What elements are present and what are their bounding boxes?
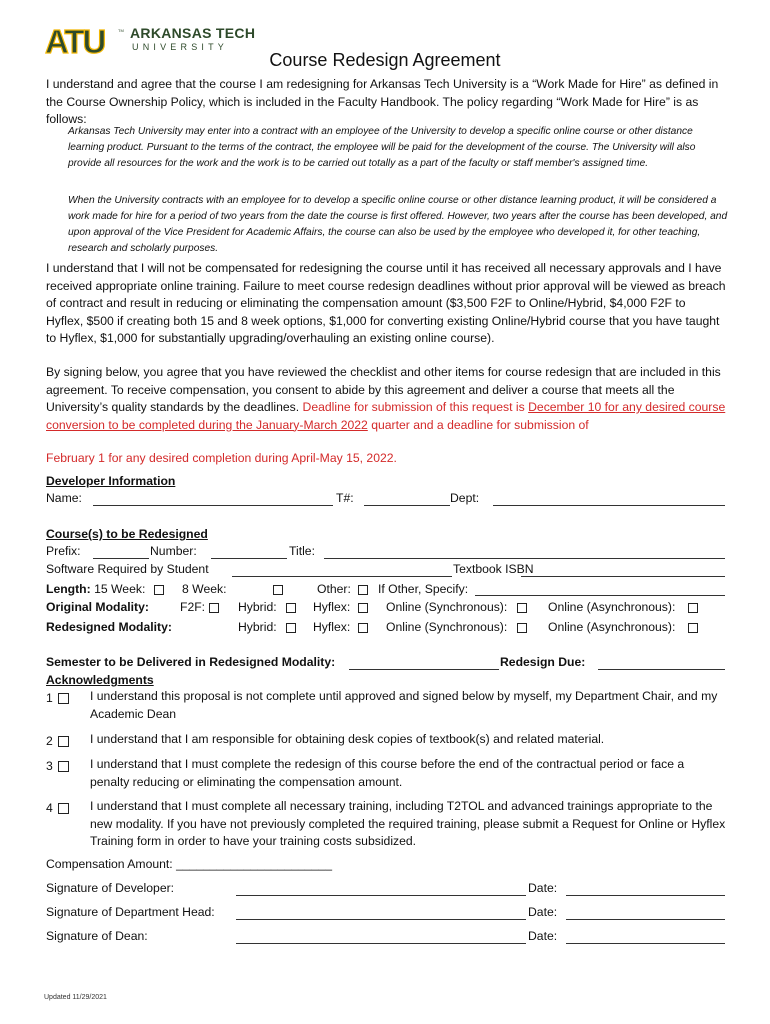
dept-field[interactable] (493, 505, 725, 506)
orig-sync-checkbox[interactable] (517, 603, 527, 613)
other-label: Other: (317, 582, 351, 596)
week15-checkbox[interactable] (154, 585, 164, 595)
length-label: Length: (46, 582, 91, 596)
tnum-label: T#: (336, 491, 354, 505)
orig-f2f-checkbox[interactable] (209, 603, 219, 613)
sig-dept-head-date-field[interactable] (566, 919, 725, 920)
redesign-due-field[interactable] (598, 669, 725, 670)
semester-label: Semester to be Delivered in Redesigned Modality: (46, 655, 336, 669)
red-hybrid-checkbox[interactable] (286, 623, 296, 633)
red-async-checkbox[interactable] (688, 623, 698, 633)
ack-1-number (46, 690, 53, 706)
sig-developer-date-label: Date: (528, 881, 558, 895)
redesigned-modality-label: Redesigned Modality: (46, 620, 172, 634)
semester-field[interactable] (349, 669, 499, 670)
prefix-label: Prefix: (46, 544, 81, 558)
intro-paragraph: I understand and agree that the course I am redesigning for Arkansas Tech University is a “Work Made for Hire” as defined in the Course Ownership Policy, which is included in the Faculty Handbook. The policy regarding “Work Made for Hire” is as follows: (46, 77, 719, 126)
if-other-label: If Other, Specify: (378, 582, 469, 596)
name-field[interactable] (93, 505, 333, 506)
signing-text: By signing below, you agree that you have reviewed the checklist and other items for course redesign that are included in this agreement. To receive compensation, you consent to abide by this agreement and deliver a course that meets all the University’s quality standards by the deadlines. (46, 365, 721, 414)
orig-hybrid-checkbox[interactable] (286, 603, 296, 613)
ack-2-num: 2 (46, 734, 53, 748)
ack-3-checkbox[interactable] (58, 761, 69, 772)
university-name: ARKANSAS TECH (130, 25, 256, 41)
sig-developer-label: Signature of Developer: (46, 881, 175, 895)
sig-dept-head-date-label: Date: (528, 905, 558, 919)
orig-hyflex-label: Hyflex: (313, 600, 351, 614)
sig-developer-field[interactable] (236, 895, 526, 896)
sig-dean-label: Signature of Dean: (46, 929, 148, 943)
orig-sync-label: Online (Synchronous): (386, 600, 508, 614)
page-title: Course Redesign Agreement (269, 50, 501, 70)
sig-dean-date-field[interactable] (566, 943, 725, 944)
deadline-underlined: December 10 for any desired course conversion to be completed during the January-March 2022 (46, 400, 726, 432)
ack-3-num: 3 (46, 759, 53, 773)
orig-hyflex-checkbox[interactable] (358, 603, 368, 613)
redesign-due-label: Redesign Due: (500, 655, 586, 669)
number-label: Number: (150, 544, 197, 558)
policy-quote-1: Arkansas Tech University may enter into a contract with an employee of the University to develop a specific online course or other distance learning product. Pursuant to the terms of the contract, the employee will be paid for the development of the course. The University will also provide all resources for the work and the work is to be carried out totally as a part of the faculty or staff member's assigned time. (68, 126, 696, 169)
red-hyflex-label: Hyflex: (313, 620, 351, 634)
ack-2-checkbox[interactable] (58, 736, 69, 747)
red-sync-checkbox[interactable] (517, 623, 527, 633)
sig-dept-head-field[interactable] (236, 919, 526, 920)
orig-async-label: Online (Asynchronous): (548, 600, 676, 614)
title-field[interactable] (324, 558, 725, 559)
number-field[interactable] (211, 558, 287, 559)
orig-async-checkbox[interactable] (688, 603, 698, 613)
compensation-paragraph: I understand that I will not be compensated for redesigning the course until it has received all necessary approvals and I have received appropriate online training. Failure to meet course redesign deadlines without prior approval will be viewed as breach of contract and result in reducing or eliminating the compensation amount ($3,500 F2F to Online/Hybrid, $4,000 F2F to Hyflex, $500 if creating both 15 and 8 week options, $1,000 for converting existing Online/Hybrid course that you have taught to Hyflex, $1,000 for substantially upgrading/overhauling an existing online course). (46, 261, 726, 345)
red-sync-label: Online (Synchronous): (386, 620, 508, 634)
week8-checkbox[interactable] (273, 585, 283, 595)
name-label: Name: (46, 491, 82, 505)
compensation-amount-label: Compensation Amount: _______________________ (46, 857, 332, 871)
ack-4-checkbox[interactable] (58, 803, 69, 814)
length-row (46, 581, 145, 597)
software-label: Software Required by Student (46, 562, 209, 576)
ack-3-number (46, 758, 53, 774)
logo-tm: TM (118, 28, 124, 33)
week8-label: 8 Week: (182, 582, 227, 596)
ack-4-num: 4 (46, 801, 53, 815)
dept-label: Dept: (450, 491, 480, 505)
updated-footer: Updated 11/29/2021 (44, 994, 107, 1001)
red-hybrid-label: Hybrid: (238, 620, 277, 634)
developer-heading: Developer Information (46, 474, 176, 488)
tnum-field[interactable] (364, 505, 450, 506)
red-hyflex-checkbox[interactable] (358, 623, 368, 633)
deadline-2: February 1 for any desired completion during April-May 15, 2022. (46, 451, 397, 465)
ack-4-number (46, 800, 53, 816)
ack-1-text: I understand this proposal is not complete until approved and signed below by myself, my Department Chair, and my Academic Dean (90, 689, 718, 721)
isbn-label: Textbook ISBN (453, 562, 534, 576)
acknowledgments-heading: Acknowledgments (46, 673, 154, 687)
deadline-text-a: Deadline for submission of this request is (302, 400, 529, 414)
other-checkbox[interactable] (358, 585, 368, 595)
policy-quote-2: When the University contracts with an employee for to develop a specific online course or other distance learning product, it will be considered a work made for hire for a period of two years from the date the course is first offered. However, two years after the course has been developed, and upon approval of the Vice President for Academic Affairs, the course can also be used by the employee who developed it, for other teaching, research and scholarly purposes. (68, 195, 728, 254)
logo-mark-text: ATU (45, 24, 105, 56)
original-modality-label: Original Modality: (46, 600, 149, 614)
title-label: Title: (289, 544, 315, 558)
orig-f2f-label: F2F: (180, 600, 206, 614)
red-async-label: Online (Asynchronous): (548, 620, 676, 634)
isbn-field[interactable] (521, 576, 725, 577)
ack-4-text: I understand that I must complete all necessary training, including T2TOL and advanced trainings appropriate to the new modality. If you have not previously completed the required training, please submit a Request for Online or Hyflex Training form in order to have your training costs subsidized. (90, 799, 726, 848)
orig-hybrid-label: Hybrid: (238, 600, 277, 614)
ack-1-checkbox[interactable] (58, 693, 69, 704)
sig-dean-field[interactable] (236, 943, 526, 944)
sig-dean-date-label: Date: (528, 929, 558, 943)
if-other-field[interactable] (475, 595, 725, 596)
week15-label: 15 Week: (94, 582, 146, 596)
signing-paragraph (46, 364, 726, 434)
university-sub: UNIVERSITY (132, 42, 229, 52)
ack-3-text: I understand that I must complete the redesign of this course before the end of the contractual period or face a penalty reducing or eliminating the compensation amount. (90, 757, 685, 789)
ack-2-text: I understand that I am responsible for obtaining desk copies of textbook(s) and related material. (90, 732, 605, 746)
sig-dept-head-label: Signature of Department Head: (46, 905, 215, 919)
prefix-field[interactable] (93, 558, 149, 559)
course-heading: Course(s) to be Redesigned (46, 527, 208, 541)
sig-developer-date-field[interactable] (566, 895, 725, 896)
ack-1-num: 1 (46, 691, 53, 705)
ack-2-number (46, 733, 53, 749)
software-field[interactable] (232, 576, 452, 577)
deadline-text-b: quarter and a deadline for submission of (367, 417, 589, 432)
